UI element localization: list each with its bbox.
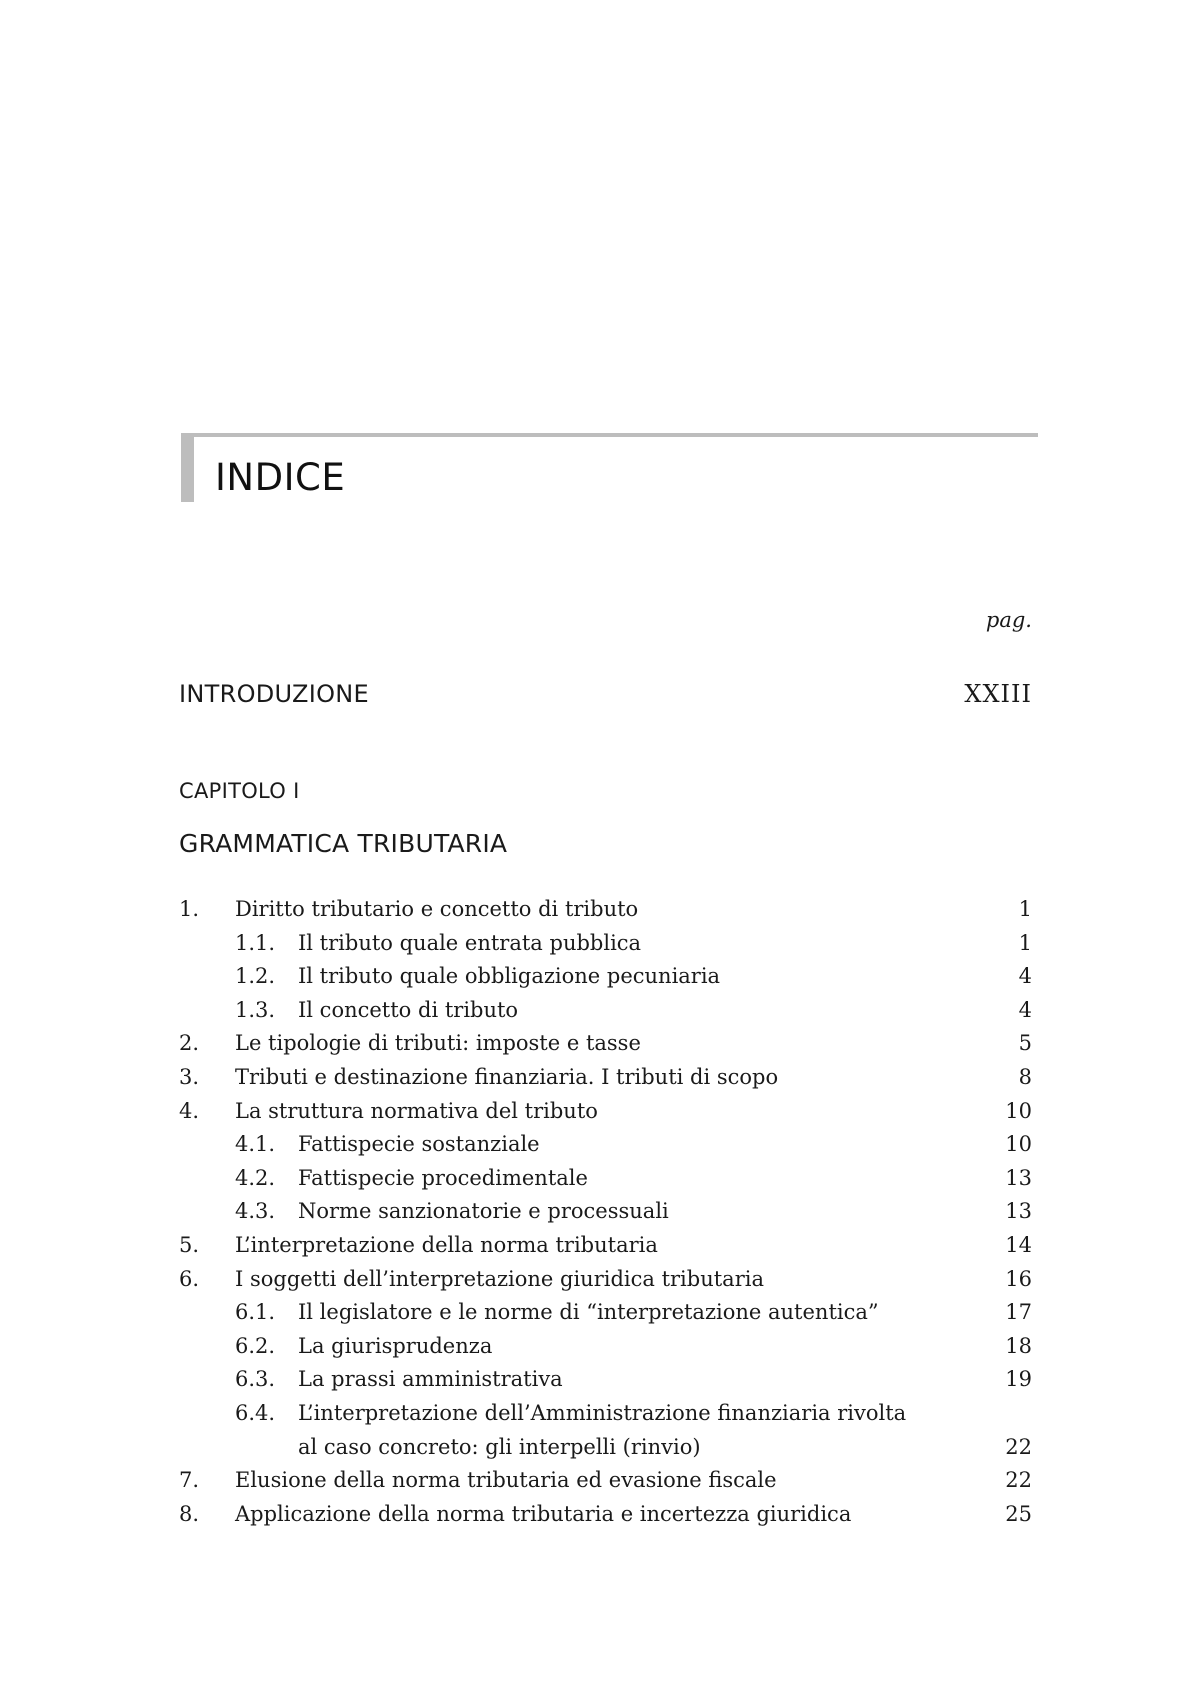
toc-entry-page: 1 xyxy=(1018,897,1032,921)
toc-entry-title: La prassi amministrativa xyxy=(298,1367,563,1392)
toc-entry xyxy=(179,1195,1032,1229)
toc-entry-page: 4 xyxy=(1018,997,1032,1022)
toc-entry-page: 8 xyxy=(1018,1064,1032,1089)
toc-entry-page: 13 xyxy=(1005,1165,1032,1190)
toc-entry-page: 4 xyxy=(1018,964,1032,989)
toc-entry xyxy=(179,1061,1032,1095)
chapter-label: CAPITOLO I xyxy=(179,779,300,803)
toc-entry xyxy=(179,927,1032,961)
header-side-bar xyxy=(181,434,194,502)
toc-entry-page: 14 xyxy=(1005,1232,1032,1257)
toc-entry-number: 3. xyxy=(179,1064,200,1089)
toc-entry-page: 10 xyxy=(1005,1098,1032,1123)
toc-entry-title: Il legislatore e le norme di “interpretazione autentica” xyxy=(298,1300,879,1325)
toc-entry xyxy=(179,1128,1032,1162)
toc-entry xyxy=(179,994,1032,1028)
toc-entry-title: Elusione della norma tributaria ed evasione fiscale xyxy=(235,1468,777,1493)
toc-entry xyxy=(179,1363,1032,1397)
toc-entry xyxy=(179,1296,1032,1330)
toc-entry-page: 19 xyxy=(1005,1367,1032,1392)
toc-entry-number: 6.3. xyxy=(235,1367,276,1392)
toc-entry xyxy=(179,1330,1032,1364)
toc-entry-title: Le tipologie di tributi: imposte e tasse xyxy=(235,1031,641,1056)
toc-entry-page: 13 xyxy=(1005,1199,1032,1224)
page-column-label: pag. xyxy=(985,608,1032,632)
table-of-contents xyxy=(179,893,1032,1531)
toc-entry-title: Norme sanzionatorie e processuali xyxy=(298,1199,669,1224)
toc-entry-title: Fattispecie sostanziale xyxy=(298,1132,540,1157)
toc-entry-title: Il tributo quale entrata pubblica xyxy=(298,930,642,955)
toc-entry-number: 1.3. xyxy=(235,997,276,1022)
toc-entry-title: Applicazione della norma tributaria e incertezza giuridica xyxy=(235,1501,852,1526)
toc-entry xyxy=(179,1229,1032,1263)
toc-entry xyxy=(179,1162,1032,1196)
toc-entry-page: 16 xyxy=(1005,1266,1032,1291)
toc-entry-number: 4.2. xyxy=(235,1165,276,1190)
toc-entry-page: 5 xyxy=(1018,1031,1032,1056)
toc-entry-title: L’interpretazione dell’Amministrazione finanziaria rivolta xyxy=(298,1400,907,1425)
toc-entry-number: 6.4. xyxy=(235,1400,276,1425)
toc-entry-title: La struttura normativa del tributo xyxy=(235,1098,598,1123)
toc-entry-number: 4.1. xyxy=(235,1132,276,1157)
toc-entry xyxy=(179,1397,1032,1431)
toc-entry-title: Il tributo quale obbligazione pecuniaria xyxy=(298,964,721,989)
header-rule xyxy=(181,433,1038,437)
toc-entry-number: 6.2. xyxy=(235,1333,276,1358)
toc-entry xyxy=(179,1464,1032,1498)
toc-entry-page: 10 xyxy=(1005,1132,1032,1157)
toc-entry-number: 5. xyxy=(179,1232,200,1257)
toc-entry-number: 2. xyxy=(179,1031,200,1056)
introduction-page: XXIII xyxy=(964,680,1032,708)
chapter-title: GRAMMATICA TRIBUTARIA xyxy=(179,829,508,858)
toc-entry xyxy=(179,893,1032,927)
toc-entry-title: Tributi e destinazione finanziaria. I tributi di scopo xyxy=(235,1064,779,1089)
introduction-title: INTRODUZIONE xyxy=(179,680,370,708)
toc-entry-title: I soggetti dell’interpretazione giuridica tributaria xyxy=(235,1266,764,1291)
toc-entry-page: 18 xyxy=(1005,1333,1032,1358)
toc-entry-page: 17 xyxy=(1005,1300,1032,1325)
toc-entry-number: 7. xyxy=(179,1468,200,1493)
toc-entry-page: 22 xyxy=(1005,1468,1032,1493)
toc-entry-title: al caso concreto: gli interpelli (rinvio) xyxy=(298,1434,701,1459)
toc-entry xyxy=(179,1498,1032,1532)
toc-entry-number: 4.3. xyxy=(235,1199,276,1224)
toc-entry xyxy=(179,1431,1032,1465)
toc-entry xyxy=(179,960,1032,994)
toc-entry xyxy=(179,1095,1032,1129)
toc-entry-number: 6.1. xyxy=(235,1300,276,1325)
toc-entry xyxy=(179,1263,1032,1297)
toc-entry-number: 1.1. xyxy=(235,930,276,955)
toc-entry-title: Il concetto di tributo xyxy=(298,997,519,1022)
toc-entry-title: Fattispecie procedimentale xyxy=(298,1165,588,1190)
toc-entry-page: 25 xyxy=(1005,1501,1032,1526)
toc-entry-page: 22 xyxy=(1005,1434,1032,1459)
toc-entry-title: L’interpretazione della norma tributaria xyxy=(235,1232,658,1257)
toc-entry-number: 1. xyxy=(179,897,200,921)
toc-entry-number: 8. xyxy=(179,1501,200,1526)
toc-entry-number: 6. xyxy=(179,1266,200,1291)
toc-entry xyxy=(179,1027,1032,1061)
page-title: INDICE xyxy=(215,456,346,499)
toc-entry-title: La giurisprudenza xyxy=(298,1333,493,1358)
toc-entry-number: 1.2. xyxy=(235,964,276,989)
toc-entry-title: Diritto tributario e concetto di tributo xyxy=(235,897,639,921)
toc-entry-page: 1 xyxy=(1018,930,1032,955)
toc-entry-number: 4. xyxy=(179,1098,200,1123)
